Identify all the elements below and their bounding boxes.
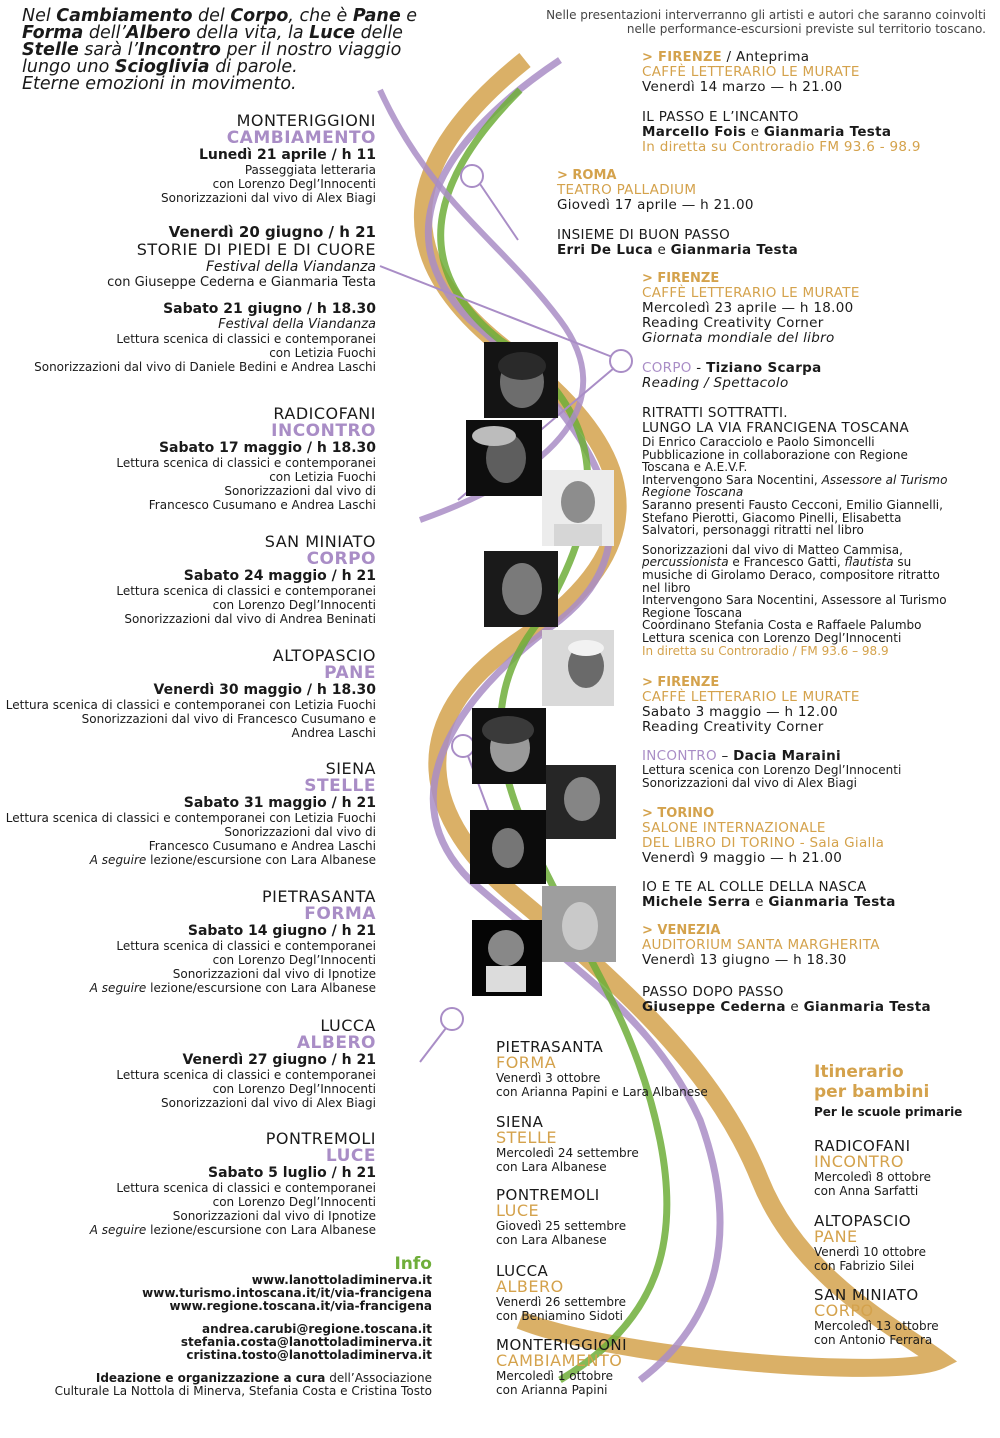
program-colle-nasca: IO E TE AL COLLE DELLA NASCA Michele Serra e Gianmaria Testa	[642, 879, 896, 910]
program-firenze-3: > FIRENZE CAFFÈ LETTERARIO LE MURATE Sabato 3 maggio — h 12.00 Reading Creativity Corner	[642, 675, 860, 735]
kids-altopascio: ALTOPASCIO PANE Venerdì 10 ottobre con Fabrizio Silei	[814, 1212, 926, 1273]
program-roma: > ROMA TEATRO PALLADIUM Giovedì 17 aprile — h 21.00	[557, 168, 754, 213]
program-corpo-scarpa: CORPO - Tiziano Scarpa Reading / Spettacolo	[642, 360, 822, 391]
kids-radicofani: RADICOFANI INCONTRO Mercoledì 8 ottobre con Anna Sarfatti	[814, 1137, 932, 1198]
kids-san-miniato: SAN MINIATO CORPO Mercoledì 13 ottobre con Antonio Ferrara	[814, 1286, 939, 1347]
program-firenze-2: > FIRENZE CAFFÈ LETTERARIO LE MURATE Mercoledì 23 aprile — h 18.00 Reading Creativity Corner Giornata mondiale del libro	[642, 271, 860, 346]
event-san-miniato: SAN MINIATO CORPO Sabato 24 maggio / h 21 Lettura scenica di classici e contemporanei con Lorenzo Degl’Innocenti Sonorizzazioni dal vivo di Andrea Beninati	[116, 532, 376, 626]
info-link[interactable]: www.regione.toscana.it/via-francigena	[169, 1299, 432, 1313]
program-passo-dopo-passo: PASSO DOPO PASSO Giuseppe Cederna e Gianmaria Testa	[642, 984, 931, 1015]
event-lucca: LUCCA ALBERO Venerdì 27 giugno / h 21 Lettura scenica di classici e contemporanei con Lorenzo Degl’Innocenti Sonorizzazioni dal vivo di Alex Biagi	[116, 1016, 376, 1110]
program-firenze-1: > FIRENZE / Anteprima CAFFÈ LETTERARIO LE MURATE Venerdì 14 marzo — h 21.00	[642, 49, 860, 95]
info-link[interactable]: www.turismo.intoscana.it/it/via-francigena	[142, 1286, 432, 1300]
info-block: Info www.lanottoladiminerva.it www.turismo.intoscana.it/it/via-francigena www.regione.toscana.it/via-francigena andrea.carubi@regione.toscana.it stefania.costa@lanottoladiminerva.it cristina.tosto@lanottoladiminerva.it Ideazione e organizzazione a cura dell’Associazione Culturale La Nottola di Minerva, Stefania Costa e Cristina Tosto	[32, 1254, 432, 1398]
event-siena: SIENA STELLE Sabato 31 maggio / h 21 Lettura scenica di classici e contemporanei con Letizia Fuochi Sonorizzazioni dal vivo di Francesco Cusumano e Andrea Laschi A seguire lezione/escursione con Lara Albanese	[5, 759, 376, 867]
portrait-photo	[472, 920, 542, 996]
kids-event-monteriggioni: MONTERIGGIONI CAMBIAMENTO Mercoledì 1 ottobre con Arianna Papini	[496, 1336, 628, 1397]
notice-text: Nelle presentazioni interverranno gli artisti e autori che saranno coinvolti nelle performance-escursioni previste sul territorio toscano.	[546, 8, 986, 36]
portrait-photo	[466, 420, 542, 496]
portrait-photo	[542, 886, 616, 962]
portrait-photo	[542, 470, 614, 546]
portrait-photo	[484, 342, 558, 418]
info-link[interactable]: www.lanottoladiminerva.it	[251, 1273, 432, 1287]
info-email[interactable]: stefania.costa@lanottoladiminerva.it	[180, 1335, 432, 1349]
intro-text: Nel Cambiamento del Corpo, che è Pane e Forma dell’Albero della vita, la Luce delle Stelle sarà l’Incontro per il nostro viaggio lungo uno Scioglivia di parole. Eterne emozioni in movimento.	[22, 6, 418, 94]
event-monteriggioni: MONTERIGGIONI CAMBIAMENTO Lunedì 21 aprile / h 11 Passeggiata letteraria con Lorenzo Degl’Innocenti Sonorizzazioni dal vivo di Alex Biagi	[161, 111, 376, 205]
kids-event-pietrasanta: PIETRASANTA FORMA Venerdì 3 ottobre con Arianna Papini e Lara Albanese	[496, 1038, 708, 1099]
portrait-photo	[546, 765, 616, 839]
kids-itinerary-header: Itinerario per bambini Per le scuole primarie	[814, 1062, 963, 1119]
event-radicofani: RADICOFANI INCONTRO Sabato 17 maggio / h 18.30 Lettura scenica di classici e contemporanei con Letizia Fuochi Sonorizzazioni dal vivo di Francesco Cusumano e Andrea Laschi	[116, 404, 376, 512]
portrait-photo	[470, 810, 546, 884]
event-pontremoli: PONTREMOLI LUCE Sabato 5 luglio / h 21 Lettura scenica di classici e contemporanei con Lorenzo Degl’Innocenti Sonorizzazioni dal vivo di Ipnotize A seguire lezione/escursione con Lara Albanese	[89, 1129, 376, 1237]
portrait-photo	[472, 708, 546, 784]
event-pietrasanta: PIETRASANTA FORMA Sabato 14 giugno / h 21 Lettura scenica di classici e contemporanei con Lorenzo Degl’Innocenti Sonorizzazioni dal vivo di Ipnotize A seguire lezione/escursione con Lara Albanese	[89, 887, 376, 995]
program-venezia: > VENEZIA AUDITORIUM SANTA MARGHERITA Venerdì 13 giugno — h 18.30	[642, 923, 880, 968]
program-incontro-maraini: INCONTRO – Dacia Maraini Lettura scenica con Lorenzo Degl’Innocenti Sonorizzazioni dal vivo di Alex Biagi	[642, 748, 902, 790]
program-buon-passo: INSIEME DI BUON PASSO Erri De Luca e Gianmaria Testa	[557, 227, 799, 258]
kids-event-lucca: LUCCA ALBERO Venerdì 26 settembre con Beniamino Sidoti	[496, 1262, 627, 1323]
portrait-photo	[542, 630, 614, 706]
kids-event-siena: SIENA STELLE Mercoledì 24 settembre con Lara Albanese	[496, 1113, 639, 1174]
program-ritratti: RITRATTI SOTTRATTI. LUNGO LA VIA FRANCIGENA TOSCANA Di Enrico Caracciolo e Paolo Simoncelli Pubblicazione in collaborazione con Regione Toscana e A.E.V.F. Intervengono Sara Nocentini, Assessore al Turismo Regione Toscana Saranno presenti Fausto Cecconi, Emilio Giannelli, Stefano Pierotti, Giacomo Pinelli, Elisabetta Salvatori, personaggi ritratti nel libro Sonorizzazioni dal vivo di Matteo Cammisa, percussionista e Francesco Gatti, flautista su musiche di Girolamo Deraco, compositore ritratto nel libro Intervengono Sara Nocentini, Assessore al Turismo Regione Toscana Coordinano Stefania Costa e Raffaele Palumbo Lettura scenica con Lorenzo Degl’Innocenti In diretta su Controradio / FM 93.6 – 98.9	[642, 405, 948, 658]
program-passo-incanto: IL PASSO E L’INCANTO Marcello Fois e Gianmaria Testa In diretta su Controradio FM 93.6 - 98.9	[642, 109, 921, 155]
portrait-photo	[484, 551, 558, 627]
kids-event-pontremoli: PONTREMOLI LUCE Giovedì 25 settembre con Lara Albanese	[496, 1186, 627, 1247]
info-email[interactable]: andrea.carubi@regione.toscana.it	[202, 1322, 432, 1336]
event-festival-viandanza: Venerdì 20 giugno / h 21 STORIE DI PIEDI E DI CUORE Festival della Viandanza con Giuseppe Cederna e Gianmaria Testa Sabato 21 giugno / h 18.30 Festival della Viandanza Lettura scenica di classici e contemporanei con Letizia Fuochi Sonorizzazioni dal vivo di Daniele Bedini e Andrea Laschi	[34, 223, 376, 374]
info-email[interactable]: cristina.tosto@lanottoladiminerva.it	[186, 1348, 432, 1362]
event-altopascio: ALTOPASCIO PANE Venerdì 30 maggio / h 18.30 Lettura scenica di classici e contemporanei con Letizia Fuochi Sonorizzazioni dal vivo di Francesco Cusumano e Andrea Laschi	[5, 646, 376, 740]
program-torino: > TORINO SALONE INTERNAZIONALE DEL LIBRO DI TORINO - Sala Gialla Venerdì 9 maggio — h 21.00	[642, 806, 885, 866]
